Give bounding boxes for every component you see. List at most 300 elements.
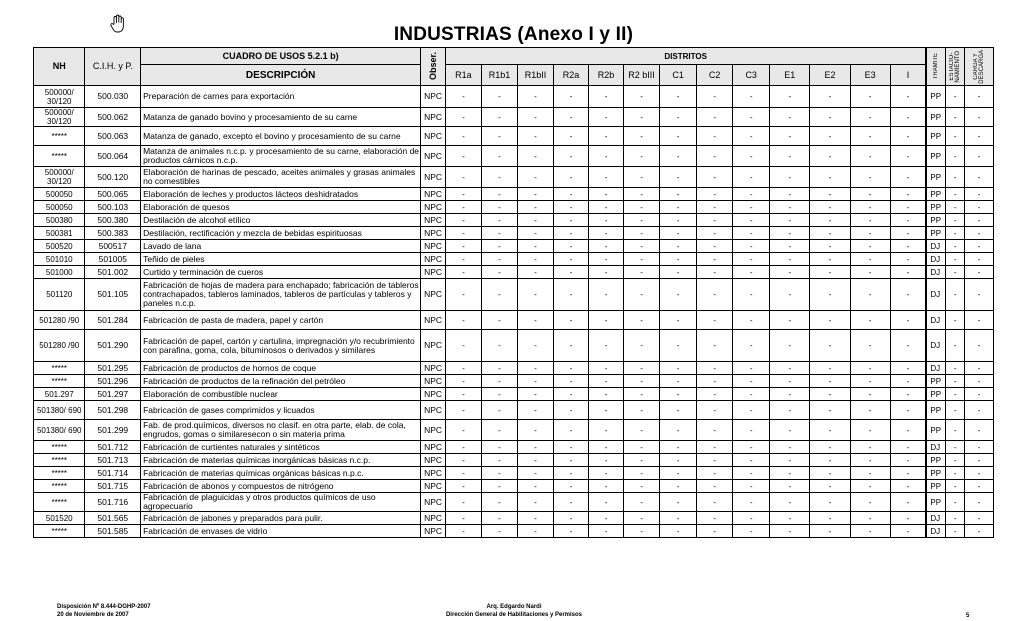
district-cell: - <box>517 330 553 362</box>
nh-cell: ***** <box>34 480 85 493</box>
observation-cell: NPC <box>421 512 446 525</box>
nh-cell: 500381 <box>34 227 85 240</box>
tramite-cell: DJ <box>926 253 946 266</box>
district-cell: - <box>624 214 660 227</box>
district-cell: - <box>660 441 697 454</box>
nh-cell: 500520 <box>34 240 85 253</box>
district-cell: - <box>850 388 890 401</box>
description-cell: Matanza de animales n.c.p. y procesamiento de su carne, elaboración de productos cárnicos n.c.p. <box>141 146 421 167</box>
nh-cell: 500000/ 30/120 <box>34 86 85 108</box>
cih-cell: 501005 <box>85 253 141 266</box>
estacionamiento-cell: - <box>946 108 965 127</box>
nh-cell: 500000/ 30/120 <box>34 108 85 127</box>
description-cell: Elaboración de leches y productos lácteos deshidratados <box>141 188 421 201</box>
footer-disposicion <box>57 603 151 619</box>
cih-cell: 500.030 <box>85 86 141 108</box>
table-row <box>34 188 994 201</box>
district-cell: - <box>589 420 624 441</box>
district-cell: - <box>810 467 850 480</box>
district-cell: - <box>481 127 517 146</box>
cih-cell: 500.065 <box>85 188 141 201</box>
cih-cell: 500.063 <box>85 127 141 146</box>
district-cell: - <box>589 467 624 480</box>
district-cell: - <box>810 525 850 538</box>
table-row <box>34 214 994 227</box>
cih-cell: 501.713 <box>85 454 141 467</box>
district-cell: - <box>733 227 770 240</box>
district-cell: - <box>697 388 733 401</box>
district-cell: - <box>660 330 697 362</box>
district-cell: - <box>660 167 697 188</box>
estacionamiento-cell: - <box>946 362 965 375</box>
description-cell: Fabricación de productos de hornos de coque <box>141 362 421 375</box>
estacionamiento-cell: - <box>946 375 965 388</box>
estacionamiento-cell: - <box>946 266 965 279</box>
district-cell: - <box>697 86 733 108</box>
tramite-cell: DJ <box>926 266 946 279</box>
district-cell: - <box>554 146 589 167</box>
estacionamiento-cell: - <box>946 253 965 266</box>
district-cell: - <box>850 253 890 266</box>
district-cell: - <box>624 146 660 167</box>
header-carga-descarga: CARGA Y DESCARGA <box>964 48 993 86</box>
district-cell: - <box>697 525 733 538</box>
estacionamiento-cell: - <box>946 388 965 401</box>
carga-descarga-cell: - <box>964 214 993 227</box>
district-cell: - <box>624 480 660 493</box>
district-cell: - <box>697 375 733 388</box>
district-cell: - <box>660 311 697 330</box>
tramite-cell: PP <box>926 108 946 127</box>
observation-cell: NPC <box>421 493 446 512</box>
district-cell: - <box>733 214 770 227</box>
district-cell: - <box>445 441 481 454</box>
usos-table <box>33 47 994 538</box>
district-cell: - <box>770 146 810 167</box>
district-cell: - <box>850 441 890 454</box>
tramite-cell: DJ <box>926 362 946 375</box>
cih-cell: 501.712 <box>85 441 141 454</box>
district-cell: - <box>589 167 624 188</box>
header-cuadro: CUADRO DE USOS 5.2.1 b) <box>141 48 421 65</box>
district-cell: - <box>850 480 890 493</box>
district-cell: - <box>697 420 733 441</box>
carga-descarga-cell: - <box>964 279 993 311</box>
district-cell: - <box>850 167 890 188</box>
district-cell: - <box>850 214 890 227</box>
district-cell: - <box>624 253 660 266</box>
cih-cell: 501.105 <box>85 279 141 311</box>
district-cell: - <box>770 279 810 311</box>
cih-cell: 501.284 <box>85 311 141 330</box>
carga-descarga-cell: - <box>964 311 993 330</box>
estacionamiento-cell: - <box>946 441 965 454</box>
district-cell: - <box>697 441 733 454</box>
district-cell: - <box>624 401 660 420</box>
district-cell: - <box>481 362 517 375</box>
table-row <box>34 201 994 214</box>
district-cell: - <box>733 401 770 420</box>
district-cell: - <box>554 214 589 227</box>
district-cell: - <box>445 108 481 127</box>
district-cell: - <box>890 253 926 266</box>
cih-cell: 500517 <box>85 240 141 253</box>
header-cih: C.I.H. y P. <box>85 48 141 86</box>
district-cell: - <box>481 493 517 512</box>
description-cell: Lavado de lana <box>141 240 421 253</box>
district-cell: - <box>481 454 517 467</box>
district-cell: - <box>624 167 660 188</box>
header-district: R1bII <box>517 65 553 86</box>
district-cell: - <box>770 188 810 201</box>
header-district: E2 <box>810 65 850 86</box>
nh-cell: ***** <box>34 362 85 375</box>
district-cell: - <box>890 480 926 493</box>
district-cell: - <box>445 454 481 467</box>
district-cell: - <box>660 401 697 420</box>
district-cell: - <box>554 108 589 127</box>
district-cell: - <box>850 420 890 441</box>
table-row <box>34 454 994 467</box>
observation-cell: NPC <box>421 311 446 330</box>
nh-cell: 501520 <box>34 512 85 525</box>
description-cell: Fabricación de jabones y preparados para pulir. <box>141 512 421 525</box>
observation-cell: NPC <box>421 362 446 375</box>
district-cell: - <box>890 362 926 375</box>
district-cell: - <box>517 512 553 525</box>
district-cell: - <box>770 253 810 266</box>
district-cell: - <box>445 311 481 330</box>
district-cell: - <box>770 227 810 240</box>
district-cell: - <box>890 167 926 188</box>
page-number: 5 <box>966 613 970 619</box>
carga-descarga-cell: - <box>964 441 993 454</box>
table-row <box>34 146 994 167</box>
district-cell: - <box>733 467 770 480</box>
district-cell: - <box>554 375 589 388</box>
footer-signature <box>360 603 668 619</box>
district-cell: - <box>660 388 697 401</box>
district-cell: - <box>733 420 770 441</box>
carga-descarga-cell: - <box>964 493 993 512</box>
district-cell: - <box>733 253 770 266</box>
district-cell: - <box>890 266 926 279</box>
description-cell: Teñido de pieles <box>141 253 421 266</box>
district-cell: - <box>660 127 697 146</box>
district-cell: - <box>445 227 481 240</box>
district-cell: - <box>554 240 589 253</box>
observation-cell: NPC <box>421 441 446 454</box>
district-cell: - <box>589 388 624 401</box>
district-cell: - <box>554 525 589 538</box>
district-cell: - <box>733 525 770 538</box>
district-cell: - <box>589 480 624 493</box>
district-cell: - <box>890 240 926 253</box>
footer-signer-name: Arq. Edgardo Nardi <box>486 604 542 610</box>
district-cell: - <box>890 214 926 227</box>
district-cell: - <box>770 127 810 146</box>
table-row <box>34 525 994 538</box>
district-cell: - <box>624 311 660 330</box>
table-row <box>34 467 994 480</box>
district-cell: - <box>770 525 810 538</box>
district-cell: - <box>481 512 517 525</box>
district-cell: - <box>850 467 890 480</box>
observation-cell: NPC <box>421 167 446 188</box>
district-cell: - <box>733 311 770 330</box>
district-cell: - <box>890 108 926 127</box>
district-cell: - <box>554 401 589 420</box>
observation-cell: NPC <box>421 108 446 127</box>
nh-cell: 500050 <box>34 201 85 214</box>
district-cell: - <box>660 375 697 388</box>
district-cell: - <box>481 214 517 227</box>
district-cell: - <box>850 311 890 330</box>
district-cell: - <box>697 214 733 227</box>
estacionamiento-cell: - <box>946 279 965 311</box>
district-cell: - <box>624 493 660 512</box>
district-cell: - <box>589 441 624 454</box>
district-cell: - <box>810 108 850 127</box>
district-cell: - <box>697 127 733 146</box>
district-cell: - <box>850 279 890 311</box>
district-cell: - <box>733 362 770 375</box>
description-cell: Elaboración de combustible nuclear <box>141 388 421 401</box>
cih-cell: 501.565 <box>85 512 141 525</box>
district-cell: - <box>770 512 810 525</box>
district-cell: - <box>554 201 589 214</box>
header-district: R1a <box>445 65 481 86</box>
district-cell: - <box>517 201 553 214</box>
district-cell: - <box>810 362 850 375</box>
district-cell: - <box>481 330 517 362</box>
district-cell: - <box>890 420 926 441</box>
district-cell: - <box>517 420 553 441</box>
district-cell: - <box>624 525 660 538</box>
nh-cell: 500000/ 30/120 <box>34 167 85 188</box>
description-cell: Fabricación de envases de vidrio <box>141 525 421 538</box>
district-cell: - <box>770 493 810 512</box>
district-cell: - <box>554 512 589 525</box>
tramite-cell: PP <box>926 467 946 480</box>
district-cell: - <box>589 401 624 420</box>
district-cell: - <box>517 266 553 279</box>
district-cell: - <box>697 227 733 240</box>
district-cell: - <box>445 420 481 441</box>
tramite-cell: PP <box>926 214 946 227</box>
description-cell: Fab. de prod.químicos, diversos no clasif. en otra parte, elab. de cola, engrudos, gomas o similaresecon o sin materia prima <box>141 420 421 441</box>
table-row <box>34 127 994 146</box>
district-cell: - <box>481 375 517 388</box>
footer-disposicion-date: 20 de Noviembre de 2007 <box>57 612 129 618</box>
district-cell: - <box>589 214 624 227</box>
carga-descarga-cell: - <box>964 188 993 201</box>
district-cell: - <box>810 253 850 266</box>
district-cell: - <box>810 311 850 330</box>
district-cell: - <box>810 330 850 362</box>
district-cell: - <box>589 330 624 362</box>
district-cell: - <box>660 108 697 127</box>
description-cell: Fabricación de materias químicas inorgánicas básicas n.c.p. <box>141 454 421 467</box>
district-cell: - <box>890 127 926 146</box>
estacionamiento-cell: - <box>946 420 965 441</box>
table-row <box>34 401 994 420</box>
district-cell: - <box>445 330 481 362</box>
cih-cell: 501.290 <box>85 330 141 362</box>
district-cell: - <box>733 108 770 127</box>
district-cell: - <box>589 311 624 330</box>
header-district: I <box>890 65 926 86</box>
district-cell: - <box>850 401 890 420</box>
district-cell: - <box>481 201 517 214</box>
district-cell: - <box>697 362 733 375</box>
tramite-cell: DJ <box>926 441 946 454</box>
district-cell: - <box>624 127 660 146</box>
district-cell: - <box>481 420 517 441</box>
district-cell: - <box>770 388 810 401</box>
cih-cell: 501.295 <box>85 362 141 375</box>
district-cell: - <box>697 467 733 480</box>
district-cell: - <box>850 375 890 388</box>
district-cell: - <box>589 240 624 253</box>
district-cell: - <box>624 188 660 201</box>
observation-cell: NPC <box>421 86 446 108</box>
observation-cell: NPC <box>421 279 446 311</box>
district-cell: - <box>624 512 660 525</box>
description-cell: Curtido y terminación de cueros <box>141 266 421 279</box>
district-cell: - <box>770 201 810 214</box>
observation-cell: NPC <box>421 330 446 362</box>
district-cell: - <box>733 240 770 253</box>
district-cell: - <box>733 266 770 279</box>
district-cell: - <box>517 188 553 201</box>
district-cell: - <box>624 362 660 375</box>
district-cell: - <box>810 441 850 454</box>
tramite-cell: PP <box>926 480 946 493</box>
district-cell: - <box>554 467 589 480</box>
table-row <box>34 362 994 375</box>
district-cell: - <box>589 146 624 167</box>
district-cell: - <box>890 454 926 467</box>
district-cell: - <box>697 480 733 493</box>
carga-descarga-cell: - <box>964 167 993 188</box>
district-cell: - <box>445 388 481 401</box>
district-cell: - <box>517 525 553 538</box>
district-cell: - <box>445 201 481 214</box>
district-cell: - <box>445 362 481 375</box>
district-cell: - <box>770 441 810 454</box>
district-cell: - <box>589 201 624 214</box>
nh-cell: 501280 /90 <box>34 311 85 330</box>
carga-descarga-cell: - <box>964 362 993 375</box>
district-cell: - <box>481 108 517 127</box>
tramite-cell: PP <box>926 401 946 420</box>
observation-cell: NPC <box>421 146 446 167</box>
cih-cell: 500.103 <box>85 201 141 214</box>
district-cell: - <box>850 240 890 253</box>
district-cell: - <box>890 146 926 167</box>
district-cell: - <box>481 167 517 188</box>
nh-cell: 501010 <box>34 253 85 266</box>
estacionamiento-cell: - <box>946 330 965 362</box>
header-district: R2 bIII <box>624 65 660 86</box>
observation-cell: NPC <box>421 454 446 467</box>
district-cell: - <box>589 86 624 108</box>
district-cell: - <box>890 188 926 201</box>
description-cell: Fabricación de gases comprimidos y licuados <box>141 401 421 420</box>
estacionamiento-cell: - <box>946 240 965 253</box>
district-cell: - <box>481 266 517 279</box>
district-cell: - <box>554 420 589 441</box>
district-cell: - <box>445 214 481 227</box>
district-cell: - <box>589 266 624 279</box>
district-cell: - <box>624 266 660 279</box>
district-cell: - <box>660 525 697 538</box>
district-cell: - <box>810 127 850 146</box>
district-cell: - <box>589 188 624 201</box>
district-cell: - <box>770 401 810 420</box>
district-cell: - <box>624 388 660 401</box>
carga-descarga-cell: - <box>964 388 993 401</box>
table-row <box>34 167 994 188</box>
footer-disposicion-number: Disposición Nº 8.444-DGHP-2007 <box>57 604 151 610</box>
district-cell: - <box>890 330 926 362</box>
district-cell: - <box>624 441 660 454</box>
carga-descarga-cell: - <box>964 227 993 240</box>
carga-descarga-cell: - <box>964 201 993 214</box>
cih-cell: 501.585 <box>85 525 141 538</box>
district-cell: - <box>850 227 890 240</box>
district-cell: - <box>697 454 733 467</box>
district-cell: - <box>517 108 553 127</box>
nh-cell: ***** <box>34 375 85 388</box>
district-cell: - <box>517 311 553 330</box>
header-district: R2a <box>554 65 589 86</box>
district-cell: - <box>810 201 850 214</box>
district-cell: - <box>589 108 624 127</box>
district-cell: - <box>810 454 850 467</box>
description-cell: Fabricación de hojas de madera para enchapado; fabricación de tableros contrachapados, tableros laminados, tableros de partículas y tableros y paneles n.c.p. <box>141 279 421 311</box>
header-distritos: DISTRITOS <box>445 48 926 65</box>
district-cell: - <box>733 167 770 188</box>
district-cell: - <box>733 146 770 167</box>
district-cell: - <box>697 240 733 253</box>
carga-descarga-cell: - <box>964 480 993 493</box>
district-cell: - <box>660 420 697 441</box>
district-cell: - <box>589 362 624 375</box>
district-cell: - <box>850 330 890 362</box>
tramite-cell: PP <box>926 420 946 441</box>
cih-cell: 501.296 <box>85 375 141 388</box>
district-cell: - <box>517 214 553 227</box>
district-cell: - <box>445 253 481 266</box>
district-cell: - <box>733 188 770 201</box>
table-row <box>34 330 994 362</box>
estacionamiento-cell: - <box>946 214 965 227</box>
estacionamiento-cell: - <box>946 311 965 330</box>
district-cell: - <box>810 214 850 227</box>
district-cell: - <box>850 493 890 512</box>
observation-cell: NPC <box>421 420 446 441</box>
district-cell: - <box>660 266 697 279</box>
observation-cell: NPC <box>421 388 446 401</box>
district-cell: - <box>554 266 589 279</box>
estacionamiento-cell: - <box>946 525 965 538</box>
description-cell: Elaboración de harinas de pescado, aceites animales y grasas animales no comestibles <box>141 167 421 188</box>
estacionamiento-cell: - <box>946 512 965 525</box>
district-cell: - <box>810 512 850 525</box>
district-cell: - <box>770 454 810 467</box>
